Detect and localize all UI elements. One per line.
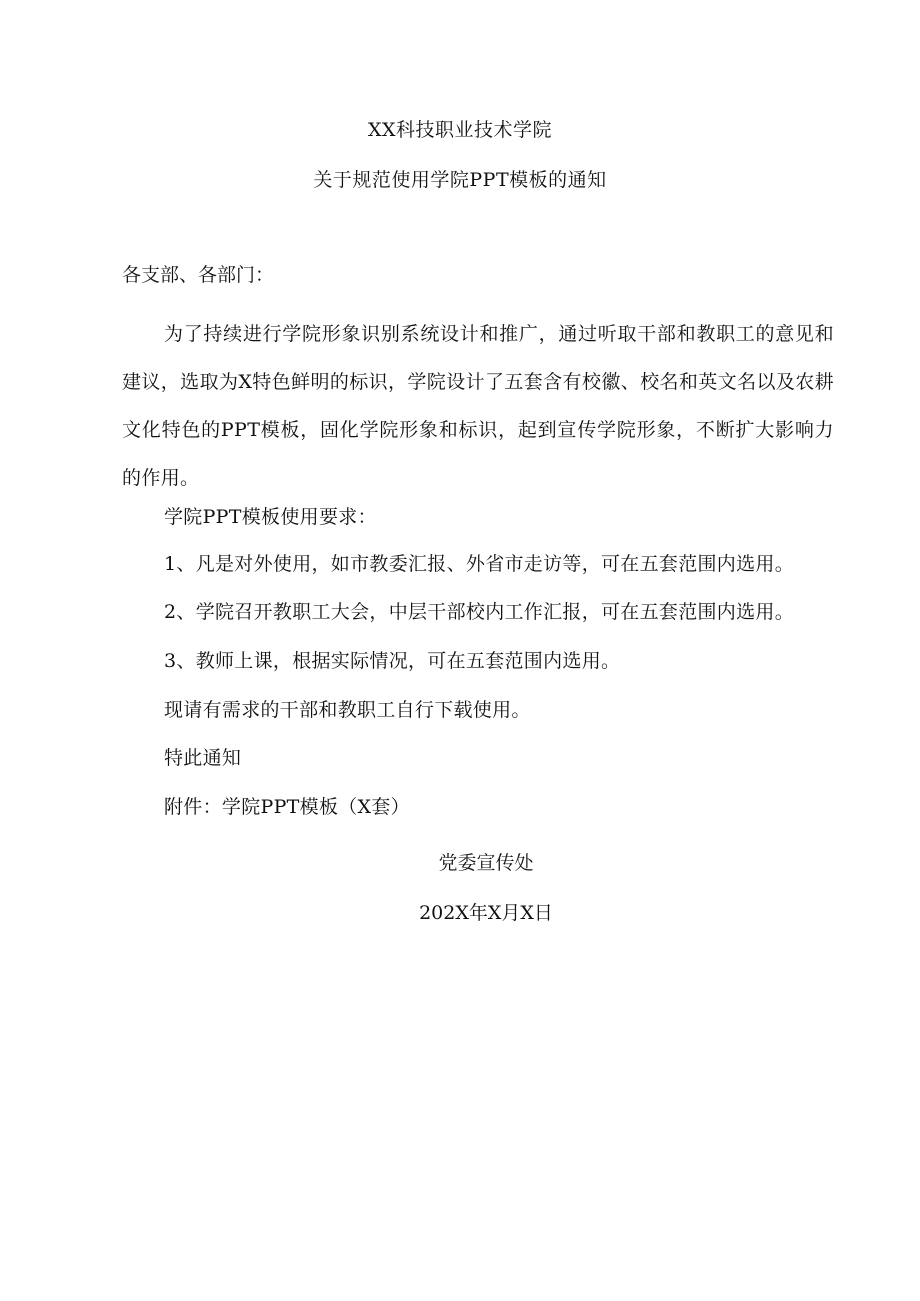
requirement-item: 3、教师上课，根据实际情况，可在五套范围内选用。: [164, 650, 621, 672]
closing-line: 特此通知: [164, 747, 242, 769]
intro-paragraph: 为了持续进行学院形象识别系统设计和推广，通过听取干部和教职工的意见和建议，选取为X特色鲜明的标识，学院设计了五套含有校徽、校名和英文名以及农耕文化特色的PPT模板，固化学院形象和标识，起到宣传学院形象，不断扩大影响力的作用。: [122, 323, 834, 489]
requirements-heading: 学院PPT模板使用要求：: [164, 506, 377, 528]
requirement-item: 2、学院召开教职工大会，中层干部校内工作汇报，可在五套范围内选用。: [164, 601, 794, 623]
download-note: 现请有需求的干部和教职工自行下载使用。: [164, 699, 531, 721]
attachment-line: 附件：学院PPT模板（X套）: [164, 796, 410, 818]
notice-title: 关于规范使用学院PPT模板的通知: [313, 169, 607, 191]
issue-date: 202X年X月X日: [419, 902, 553, 924]
salutation: 各支部、各部门：: [122, 264, 275, 286]
requirement-item: 1、凡是对外使用，如市教委汇报、外省市走访等，可在五套范围内选用。: [164, 553, 794, 575]
institution-title: XX科技职业技术学院: [367, 119, 553, 141]
issuing-department: 党委宣传处: [438, 852, 534, 874]
